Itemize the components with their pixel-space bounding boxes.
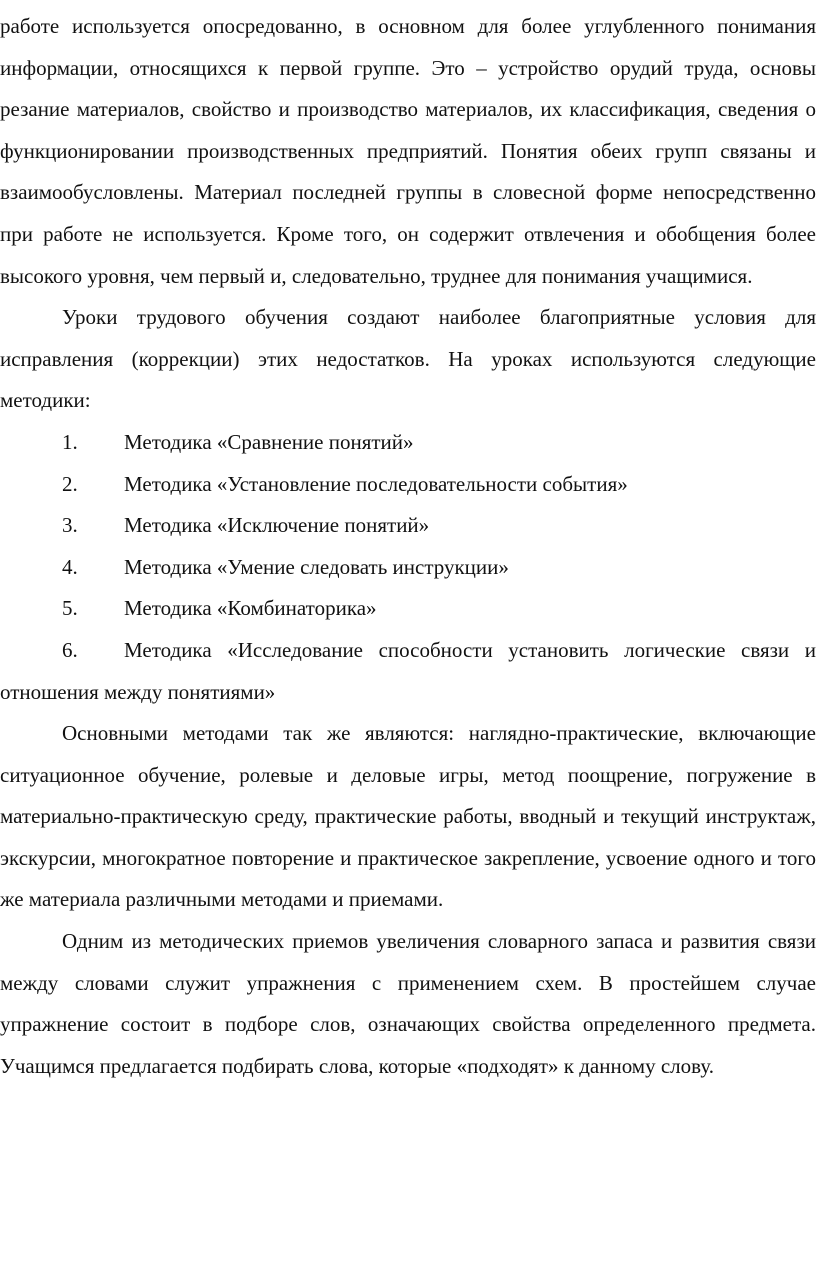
list-item-text: Методика «Исключение понятий» [124, 513, 430, 538]
list-item-text: Методика «Установление последовательности события» [124, 471, 628, 496]
methods-list [0, 422, 816, 713]
list-item-number: 3. [62, 513, 78, 538]
list-item-text: Методика «Комбинаторика» [124, 596, 377, 621]
list-item [0, 422, 816, 464]
list-item [0, 464, 816, 506]
list-item-number: 6. [62, 637, 78, 662]
list-item-number: 4. [62, 554, 78, 579]
list-item [0, 588, 816, 630]
list-item [0, 547, 816, 589]
list-item-text: Методика «Сравнение понятий» [124, 429, 414, 454]
list-item-number: 2. [62, 471, 78, 496]
list-item-text: Методика «Исследование способности установить логические связи и отношения между понятиями» [0, 637, 816, 704]
paragraph-main-methods: Основными методами так же являются: наглядно-практические, включающие ситуационное обучение, ролевые и деловые игры, метод поощрение, погружение в материально-практическую среду, практические работы, вводный и текущий инструктаж, экскурсии, многократное повторение и практическое закрепление, усвоение одного и того же материала различными методами и приемами. [0, 721, 816, 912]
list-item-number: 1. [62, 429, 78, 454]
paragraph-continued: работе используется опосредованно, в основном для более углубленного понимания информации, относящихся к первой группе. Это – устройство орудий труда, основы резание материалов, свойство и производство материалов, их классификация, сведения о функционировании производственных предприятий. Понятия обеих групп связаны и взаимообусловлены. Материал последней группы в словесной форме непосредственно при работе не используется. Кроме того, он содержит отвлечения и обобщения более высокого уровня, чем первый и, следовательно, труднее для понимания учащимися. [0, 14, 816, 288]
list-item [0, 630, 816, 713]
paragraph-lessons-intro: Уроки трудового обучения создают наиболее благоприятные условия для исправления (коррекции) этих недостатков. На уроках используются следующие методики: [0, 305, 816, 413]
list-item [0, 505, 816, 547]
list-item-number: 5. [62, 596, 78, 621]
paragraph-vocabulary: Одним из методических приемов увеличения словарного запаса и развития связи между словами служит упражнения с применением схем. В простейшем случае упражнение состоит в подборе слов, означающих свойства определенного предмета. Учащимся предлагается подбирать слова, которые «подходят» к данному слову. [0, 929, 816, 1078]
list-item-text: Методика «Умение следовать инструкции» [124, 554, 509, 579]
